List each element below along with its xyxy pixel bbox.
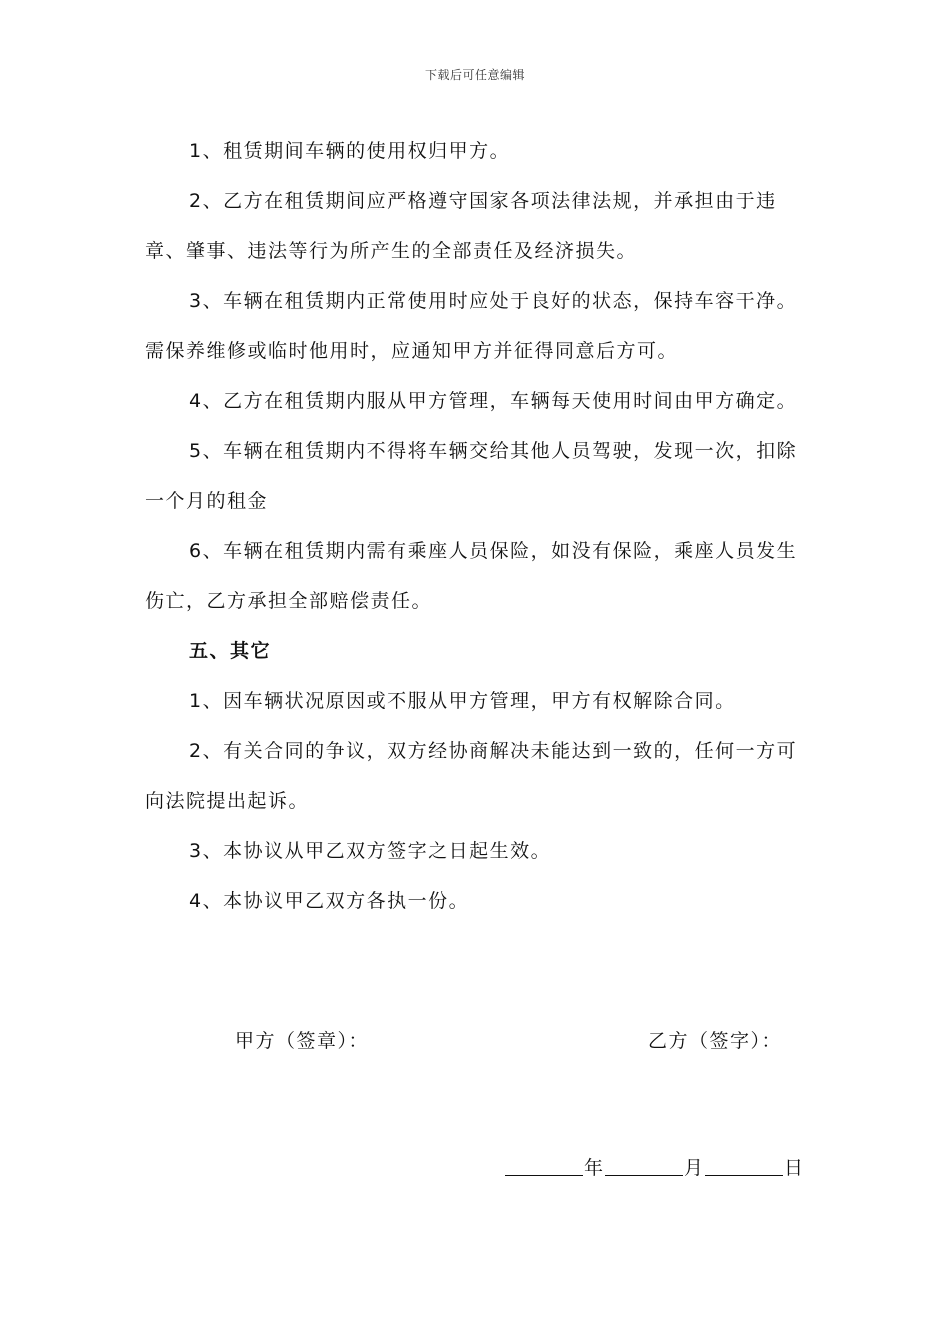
clause-5: 5、车辆在租赁期内不得将车辆交给其他人员驾驶，发现一次，扣除一个月的租金 [145, 440, 798, 512]
section-title-other: 五、其它 [189, 640, 272, 662]
month-blank [605, 1155, 683, 1176]
day-blank [705, 1155, 783, 1176]
contract-body [145, 126, 805, 926]
year-label: 年 [584, 1157, 605, 1179]
clause-4: 4、乙方在租赁期内服从甲方管理，车辆每天使用时间由甲方确定。 [189, 390, 798, 412]
date-line [505, 1153, 805, 1180]
other-clause-2: 2、有关合同的争议，双方经协商解决未能达到一致的，任何一方可向法院提出起诉。 [145, 740, 798, 812]
page-header: 下载后可任意编辑 [424, 68, 525, 82]
clause-3: 3、车辆在租赁期内正常使用时应处于良好的状态，保持车容干净。需保养维修或临时他用时，应通知甲方并征得同意后方可。 [145, 290, 798, 362]
other-clause-1: 1、因车辆状况原因或不服从甲方管理，甲方有权解除合同。 [189, 690, 736, 712]
other-clause-3: 3、本协议从甲乙双方签字之日起生效。 [189, 840, 552, 862]
party-a-signature-label: 甲方（签章）： [235, 1030, 370, 1052]
other-clause-4: 4、本协议甲乙双方各执一份。 [189, 890, 470, 912]
signature-row [0, 1026, 950, 1066]
year-blank [505, 1155, 583, 1176]
day-label: 日 [784, 1157, 805, 1179]
party-b-signature-label: 乙方（签字）： [648, 1030, 783, 1052]
clause-2: 2、乙方在租赁期间应严格遵守国家各项法律法规，并承担由于违章、肇事、违法等行为所产生的全部责任及经济损失。 [145, 190, 777, 262]
month-label: 月 [684, 1157, 705, 1179]
clause-1: 1、租赁期间车辆的使用权归甲方。 [189, 140, 511, 162]
clause-6: 6、车辆在租赁期内需有乘座人员保险，如没有保险，乘座人员发生伤亡，乙方承担全部赔偿责任。 [145, 540, 798, 612]
